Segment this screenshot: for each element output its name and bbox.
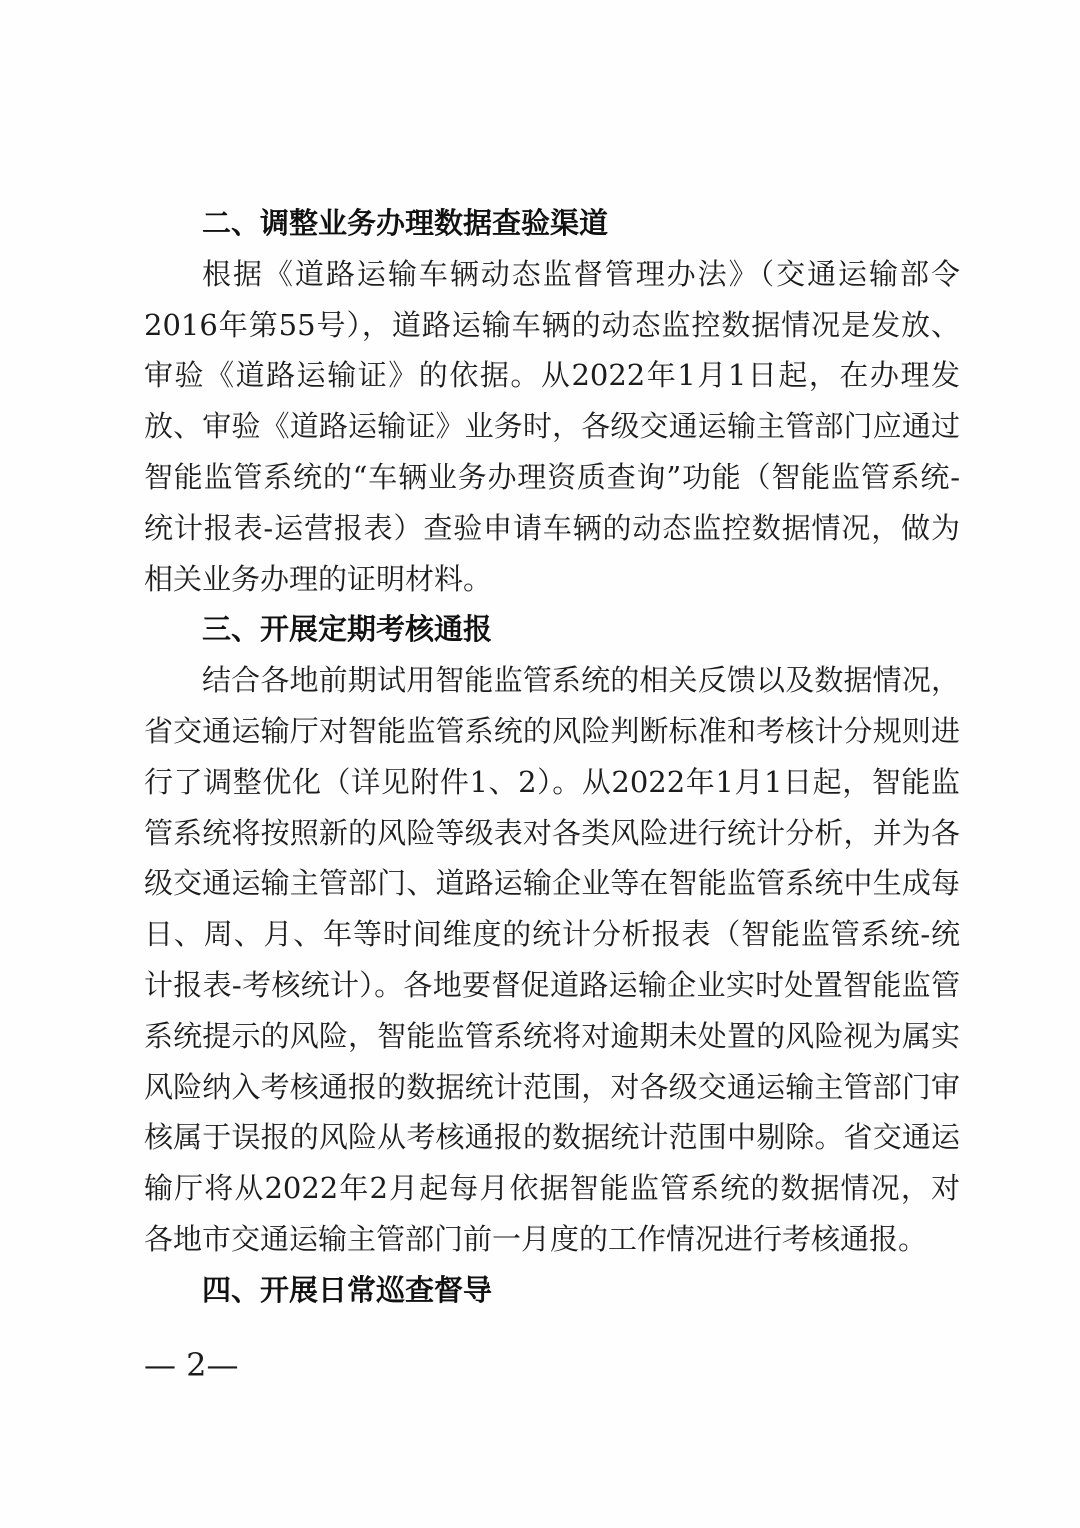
section-paragraph-3: 结合各地前期试用智能监管系统的相关反馈以及数据情况，省交通运输厅对智能监管系统的风险判断标准和考核计分规则进行了调整优化（详见附件1、2）。从2022年1月1日起，智能监管系统将按照新的风险等级表对各类风险进行统计分析，并为各级交通运输主管部门、道路运输企业等在智能监管系统中生成每日、周、月、年等时间维度的统计分析报表（智能监管系统-统计报表-考核统计）。各地要督促道路运输企业实时处置智能监管系统提示的风险，智能监管系统将对逾期未处置的风险视为属实风险纳入考核通报的数据统计范围，对各级交通运输主管部门审核属于误报的风险从考核通报的数据统计范围中剔除。省交通运输厅将从2022年2月起每月依据智能监管系统的数据情况，对各地市交通运输主管部门前一月度的工作情况进行考核通报。	[144, 663, 960, 1256]
section-heading-2: 二、调整业务办理数据查验渠道	[202, 206, 609, 240]
section-paragraph-2: 根据《道路运输车辆动态监督管理办法》（交通运输部令2016年第55号），道路运输车辆的动态监控数据情况是发放、审验《道路运输证》的依据。从2022年1月1日起，在办理发放、审验《道路运输证》业务时，各级交通运输主管部门应通过智能监管系统的“车辆业务办理资质查询”功能（智能监管系统-统计报表-运营报表）查验申请车辆的动态监控数据情况，做为相关业务办理的证明材料。	[144, 256, 960, 596]
section-heading-4: 四、开展日常巡查督导	[202, 1272, 493, 1307]
section-heading-3: 三、开展定期考核通报	[202, 612, 493, 647]
document-body	[144, 198, 960, 1316]
page-number: — 2—	[144, 1346, 239, 1384]
